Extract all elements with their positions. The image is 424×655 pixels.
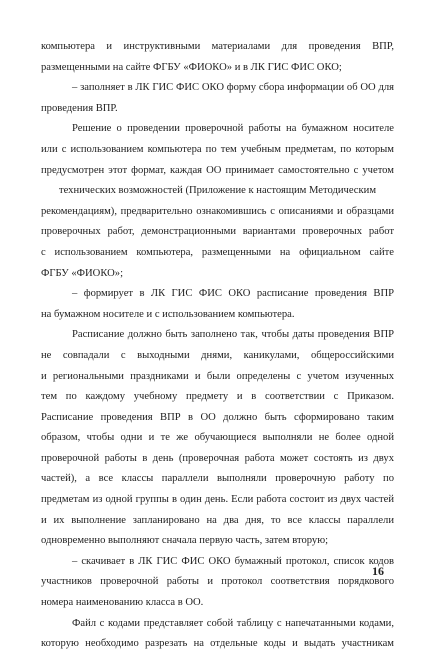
text-line: или с использованием компьютера по тем учебным предметам, по которым — [41, 143, 394, 155]
text-line: номера наименованию класса в ОО. — [41, 597, 204, 609]
text-line: на бумажном носителе и с использованием компьютера. — [41, 308, 295, 320]
text-line: и региональными праздниками и были определены с учетом изученных — [41, 370, 394, 382]
text-line: которую необходимо разрезать на отдельные коды и выдать участникам — [41, 638, 394, 650]
text-line: компьютера и инструктивными материалами для проведения ВПР, — [41, 41, 394, 52]
text-line: Решение о проведении проверочной работы на бумажном носителе — [72, 123, 394, 135]
text-line: проведения ВПР. — [41, 102, 118, 114]
text-line: проверочных работ, демонстрационными вариантами проверочных работ — [41, 226, 394, 238]
text-line: одновременно выполняют сначала первую часть, затем вторую; — [41, 535, 329, 547]
text-line: частей), а все классы параллели выполняли проверочную работу по — [41, 473, 394, 485]
text-line: рекомендациям), предварительно ознакомившись с описаниями и образцами — [41, 205, 394, 217]
text-line: Расписание проведения ВПР в ОО должно быть сформировано таким — [41, 411, 394, 423]
text-line: проверочной работы в день (проверочная работа может состоять из двух — [41, 452, 394, 464]
text-line: с использованием компьютера, размещенными на официальном сайте — [41, 246, 394, 258]
text-line: – скачивает в ЛК ГИС ФИС ОКО бумажный протокол, список кодов — [72, 555, 394, 567]
text-line: предметам из одной группы в один день. Если работа состоит из двух частей — [41, 494, 394, 506]
text-line: тем по каждому учебному предмету и в соответствии с Приказом. — [41, 391, 394, 403]
text-line: технических возможностей (Приложение к настоящим Методическим — [58, 185, 377, 197]
text-line: и их выполнение запланировано на два дня, то все классы параллели — [41, 514, 394, 526]
text-line: – формирует в ЛК ГИС ФИС ОКО расписание проведения ВПР — [72, 288, 394, 300]
body-text — [41, 37, 394, 655]
text-line: ФГБУ «ФИОКО»; — [41, 267, 124, 279]
text-line: участников проверочной работы и протокол соответствия порядкового — [41, 576, 394, 588]
text-line: размещенными на сайте ФГБУ «ФИОКО» и в ЛК ГИС ФИС ОКО; — [41, 61, 342, 73]
text-line: – заполняет в ЛК ГИС ФИС ОКО форму сбора информации об ОО для — [72, 82, 394, 94]
text-line: образом, чтобы одни и те же обучающиеся выполняли не более одной — [41, 432, 394, 444]
text-line: Файл с кодами представляет собой таблицу с напечатанными кодами, — [72, 617, 394, 629]
page-number: 16 — [372, 564, 384, 578]
text-line: Расписание должно быть заполнено так, чтобы даты проведения ВПР — [72, 329, 394, 341]
text-line: предусмотрен этот формат, каждая ОО принимает самостоятельно с учетом — [41, 164, 394, 176]
text-line: не совпадали с выходными днями, каникулами, общероссийскими — [41, 349, 394, 361]
